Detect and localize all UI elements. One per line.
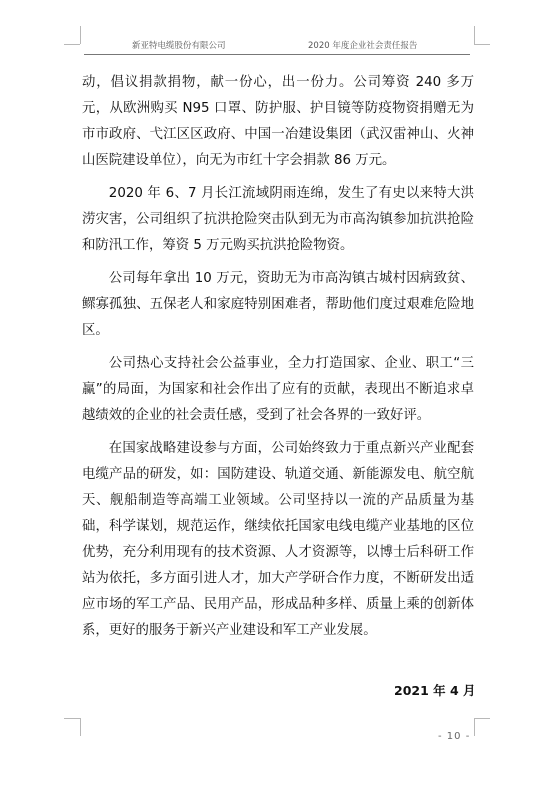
crop-mark-bottom-right-h bbox=[474, 718, 490, 719]
header-company-name: 新亚特电缆股份有限公司 bbox=[132, 41, 226, 51]
crop-mark-bottom-left-h bbox=[64, 718, 80, 719]
page-number: - 10 - bbox=[438, 731, 471, 742]
crop-mark-top-right-h bbox=[474, 44, 490, 45]
paragraph-national-strategy: 在国家战略建设参与方面，公司始终致力于重点新兴产业配套电缆产品的研发，如：国防建设、轨道交通、新能源发电、航空航天、舰船制造等高端工业领域。公司坚持以一流的产品质量为基础，科学谋划，规范运作，继续依托国家电线电缆产业基地的区位优势，充分利用现有的技术资源、人才资源等，以博士后科研工作站为依托，多方面引进人才，加大产学研合作力度，不断研发出适应市场的军工产品、民用产品，形成品种多样、质量上乘的创新体系，更好的服务于新兴产业建设和军工产业发展。 bbox=[82, 441, 474, 638]
crop-mark-bottom-right-v bbox=[474, 718, 475, 736]
body-text bbox=[82, 70, 474, 651]
paragraph-donations: 动，倡议捐款捐物，献一份心，出一份力。公司筹资 240 多万元，从欧洲购买 N95 口罩、防护服、护目镜等防疫物资捐赠无为市市政府、弋江区区政府、中国一冶建设集团（武汉雷神山、火神山医院建设单位），向无为市红十字会捐款 86 万元。 bbox=[82, 75, 474, 168]
paragraph-flood-relief: 2020 年 6、7 月长江流域阴雨连绵，发生了有史以来特大洪涝灾害，公司组织了抗洪抢险突击队到无为市高沟镇参加抗洪抢险和防汛工作，筹资 5 万元购买抗洪抢险物资。 bbox=[82, 186, 474, 253]
paragraph-public-welfare: 公司热心支持社会公益事业，全力打造国家、企业、职工“三赢”的局面，为国家和社会作出了应有的贡献，表现出不断追求卓越绩效的企业的社会责任感，受到了社会各界的一致好评。 bbox=[82, 356, 474, 423]
header-report-title: 2020 年度企业社会责任报告 bbox=[308, 41, 418, 51]
paragraph-poverty-aid: 公司每年拿出 10 万元，资助无为市高沟镇古城村因病致贫、鳏寡孤独、五保老人和家庭特别困难者，帮助他们度过艰难危险地区。 bbox=[82, 271, 474, 338]
crop-mark-bottom-left-v bbox=[80, 718, 81, 736]
crop-mark-top-right-v bbox=[474, 26, 475, 44]
crop-mark-top-left-v bbox=[80, 26, 81, 44]
crop-mark-top-left-h bbox=[64, 44, 80, 45]
page-header bbox=[84, 40, 470, 55]
report-date: 2021 年 4 月 bbox=[394, 683, 476, 698]
